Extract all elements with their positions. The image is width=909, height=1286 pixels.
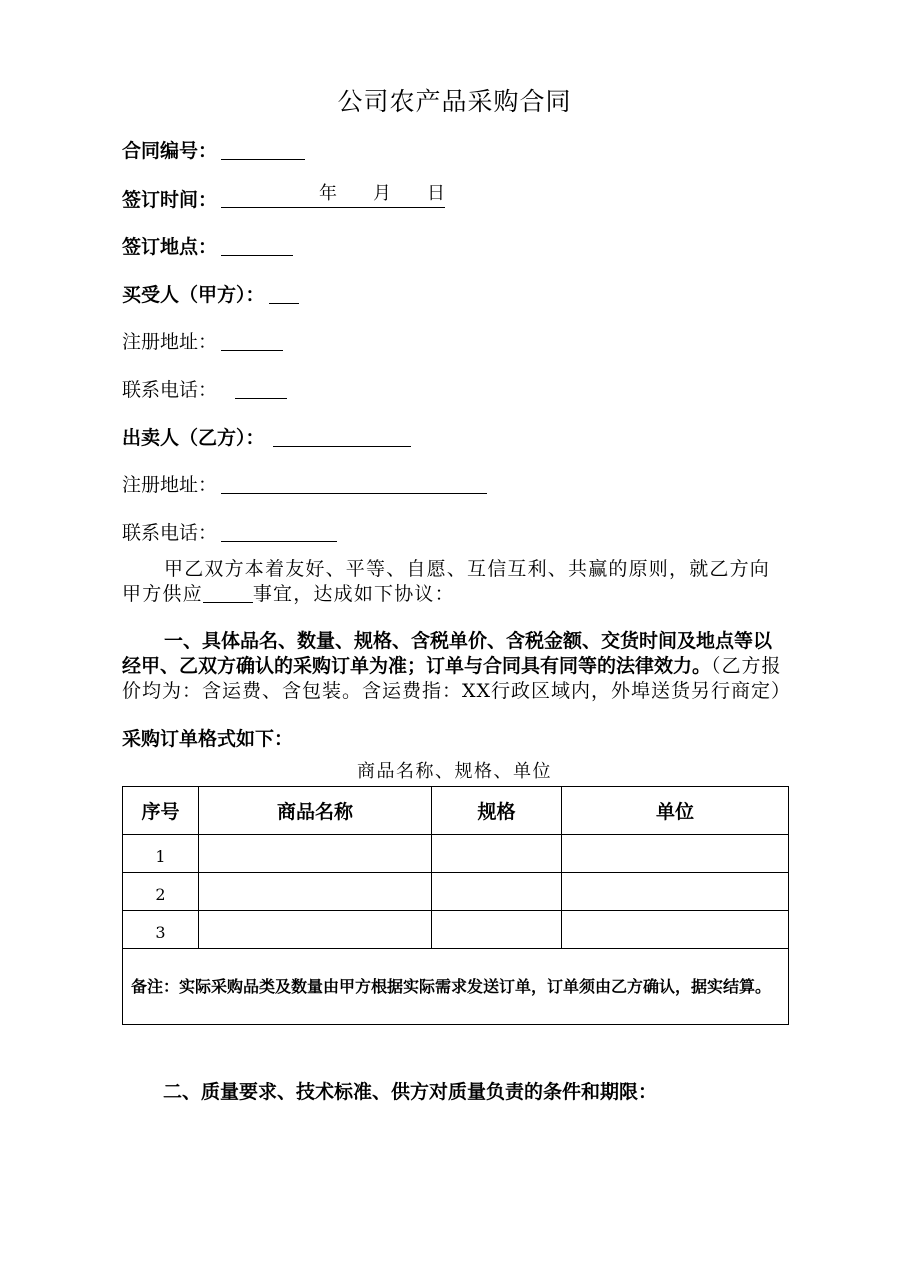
seller-phone-label: 联系电话： [122, 522, 218, 544]
seller-label: 出卖人（乙方）： [122, 427, 265, 449]
row-seq: 3 [123, 911, 199, 949]
seller-address-field [122, 471, 487, 499]
month-label: 月 [373, 183, 392, 204]
buyer-field [122, 281, 299, 309]
table-header-row [123, 787, 789, 835]
buyer-blank [269, 283, 299, 304]
contract-number-blank [221, 139, 305, 160]
buyer-phone-label: 联系电话： [122, 379, 218, 401]
row-product-name [199, 835, 432, 873]
section-1-paragraph [122, 629, 790, 704]
table-note: 备注：实际采购品类及数量由甲方根据实际需求发送订单，订单须由乙方确认，据实结算。 [123, 949, 789, 1025]
table-note-row [123, 949, 789, 1025]
seller-phone-field [122, 519, 337, 547]
row-unit [562, 835, 789, 873]
table-caption: 商品名称、规格、单位 [357, 761, 552, 782]
row-unit [562, 873, 789, 911]
seller-phone-blank [221, 521, 337, 542]
sign-time-blank [221, 185, 445, 208]
sign-time-label: 签订时间： [122, 189, 218, 211]
buyer-address-blank [221, 330, 283, 351]
contract-number-field [122, 137, 305, 165]
row-product-name [199, 873, 432, 911]
header-spec: 规格 [432, 787, 562, 835]
header-product-name: 商品名称 [199, 787, 432, 835]
sign-place-field [122, 233, 293, 261]
sign-place-label: 签订地点： [122, 236, 218, 258]
document-title: 公司农产品采购合同 [337, 87, 572, 116]
section-1-normal-text: （乙方报价均为：含运费、含包装。含运费指：XX行政区域内，外埠送货另行商定） [122, 655, 792, 702]
header-unit: 单位 [562, 787, 789, 835]
seller-field [122, 424, 411, 452]
row-spec [432, 911, 562, 949]
table-row [123, 835, 789, 873]
row-spec [432, 835, 562, 873]
order-format-heading: 采购订单格式如下： [122, 728, 294, 750]
header-seq: 序号 [123, 787, 199, 835]
seller-address-label: 注册地址： [122, 474, 218, 496]
row-product-name [199, 911, 432, 949]
seller-blank [273, 426, 411, 447]
row-seq: 2 [123, 873, 199, 911]
section-1-bold-text: 一、具体品名、数量、规格、含税单价、含税金额、交货时间及地点等以经甲、乙双方确认的采购订单为准；订单与合同具有同等的法律效力。 [122, 630, 773, 677]
buyer-address-field [122, 328, 283, 356]
buyer-phone-blank [235, 378, 287, 399]
table-row [123, 911, 789, 949]
intro-paragraph [122, 557, 787, 607]
row-unit [562, 911, 789, 949]
seller-address-blank [221, 473, 487, 494]
buyer-label: 买受人（甲方）： [122, 284, 265, 306]
buyer-phone-field [122, 376, 287, 404]
row-spec [432, 873, 562, 911]
section-2-heading: 二、质量要求、技术标准、供方对质量负责的条件和期限： [163, 1081, 658, 1103]
row-seq: 1 [123, 835, 199, 873]
table-row [123, 873, 789, 911]
intro-text-part2: 事宜，达成如下协议： [252, 583, 455, 605]
contract-number-label: 合同编号： [122, 140, 218, 162]
day-label: 日 [427, 183, 446, 204]
supply-item-blank [203, 584, 253, 603]
sign-place-blank [221, 235, 293, 256]
year-label: 年 [319, 183, 338, 204]
order-table [122, 786, 789, 1025]
buyer-address-label: 注册地址： [122, 331, 218, 353]
intro-text-part1: 甲乙双方本着友好、平等、自愿、互信互利、共赢的原则，就乙方向甲方供应 [122, 558, 771, 605]
sign-time-field [122, 185, 445, 214]
